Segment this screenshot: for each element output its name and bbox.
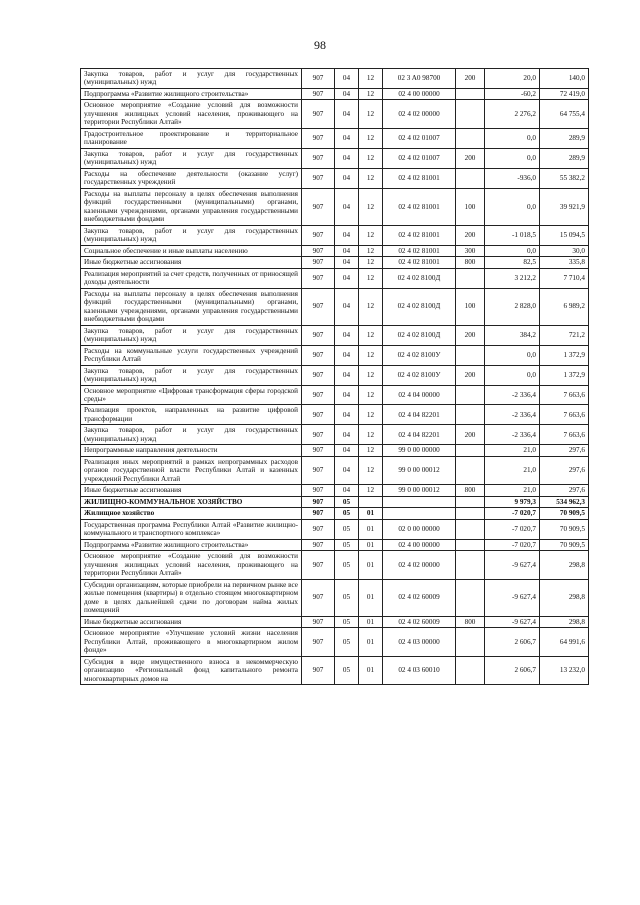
row-amount-total: 298,8: [540, 579, 589, 616]
row-target-item-code: 02 4 02 8100Д: [383, 268, 456, 288]
row-name: Закупка товаров, работ и услуг для государственных (муниципальных) нужд: [81, 225, 302, 245]
row-amount-change: 21,0: [485, 485, 540, 496]
row-ministry-code: 907: [302, 508, 335, 519]
row-section-code: 05: [335, 551, 359, 579]
table-row: [81, 148, 589, 168]
row-subsection-code: 01: [359, 508, 383, 519]
row-expense-type-code: 100: [456, 188, 485, 225]
row-subsection-code: 01: [359, 551, 383, 579]
row-expense-type-code: 800: [456, 257, 485, 268]
row-expense-type-code: [456, 628, 485, 656]
row-subsection-code: 12: [359, 88, 383, 99]
row-amount-total: 55 382,2: [540, 168, 589, 188]
row-section-code: 04: [335, 485, 359, 496]
row-amount-change: 21,0: [485, 445, 540, 456]
row-name: Реализация мероприятий за счет средств, полученных от приносящей доходы деятельности: [81, 268, 302, 288]
row-amount-total: 1 372,9: [540, 365, 589, 385]
row-amount-change: -9 627,4: [485, 579, 540, 616]
row-amount-change: 0,0: [485, 365, 540, 385]
row-ministry-code: 907: [302, 579, 335, 616]
row-ministry-code: 907: [302, 325, 335, 345]
row-name: Основное мероприятие «Создание условий для возможности улучшения жилищных условий населения, проживающего на территории Республики Алтай»: [81, 551, 302, 579]
row-subsection-code: 12: [359, 345, 383, 365]
row-ministry-code: 907: [302, 365, 335, 385]
row-amount-change: 0,0: [485, 188, 540, 225]
row-amount-change: -60,2: [485, 88, 540, 99]
row-expense-type-code: 100: [456, 288, 485, 325]
row-name: Расходы на выплаты персоналу в целях обеспечения выполнения функций государственными (муниципальными) органами, казенными учреждениями, органами управления государственными внебюджетными фондами: [81, 188, 302, 225]
table-row: [81, 508, 589, 519]
row-name: Иные бюджетные ассигнования: [81, 485, 302, 496]
row-ministry-code: 907: [302, 168, 335, 188]
row-section-code: 04: [335, 257, 359, 268]
row-section-code: 04: [335, 168, 359, 188]
row-amount-change: -7 020,7: [485, 519, 540, 539]
row-amount-total: 70 909,5: [540, 508, 589, 519]
row-expense-type-code: [456, 656, 485, 684]
row-expense-type-code: 200: [456, 225, 485, 245]
row-amount-total: 7 663,6: [540, 425, 589, 445]
row-expense-type-code: [456, 445, 485, 456]
row-expense-type-code: [456, 551, 485, 579]
row-target-item-code: 99 0 00 00012: [383, 485, 456, 496]
row-subsection-code: 12: [359, 69, 383, 89]
table-row: [81, 385, 589, 405]
row-ministry-code: 907: [302, 100, 335, 128]
row-amount-total: 64 755,4: [540, 100, 589, 128]
row-subsection-code: 01: [359, 616, 383, 627]
row-target-item-code: 02 4 02 81001: [383, 245, 456, 256]
row-target-item-code: 02 4 00 00000: [383, 539, 456, 550]
row-name: Непрограммные направления деятельности: [81, 445, 302, 456]
table-row: [81, 100, 589, 128]
row-amount-total: 721,2: [540, 325, 589, 345]
row-name: Реализация иных мероприятий в рамках непрограммных расходов органов государственной власти Республики Алтай и казенных учреждений Республики Алтай: [81, 456, 302, 484]
row-amount-total: 298,8: [540, 616, 589, 627]
row-subsection-code: 12: [359, 245, 383, 256]
row-section-code: 04: [335, 225, 359, 245]
row-section-code: 04: [335, 425, 359, 445]
row-name: Социальное обеспечение и иные выплаты населению: [81, 245, 302, 256]
table-row: [81, 519, 589, 539]
row-section-code: 04: [335, 288, 359, 325]
row-name: ЖИЛИЩНО-КОММУНАЛЬНОЕ ХОЗЯЙСТВО: [81, 496, 302, 507]
row-subsection-code: [359, 496, 383, 507]
row-ministry-code: 907: [302, 539, 335, 550]
row-expense-type-code: [456, 268, 485, 288]
row-amount-total: 30,0: [540, 245, 589, 256]
table-row: [81, 345, 589, 365]
row-section-code: 04: [335, 69, 359, 89]
row-subsection-code: 01: [359, 656, 383, 684]
row-amount-total: 72 419,0: [540, 88, 589, 99]
row-ministry-code: 907: [302, 128, 335, 148]
row-name: Закупка товаров, работ и услуг для государственных (муниципальных) нужд: [81, 365, 302, 385]
table-row: [81, 539, 589, 550]
row-section-code: 04: [335, 268, 359, 288]
row-name: Подпрограмма «Развитие жилищного строительства»: [81, 539, 302, 550]
row-amount-total: 298,8: [540, 551, 589, 579]
table-row: [81, 496, 589, 507]
row-amount-change: 2 606,7: [485, 628, 540, 656]
row-section-code: 05: [335, 539, 359, 550]
table-row: [81, 168, 589, 188]
row-section-code: 05: [335, 616, 359, 627]
row-subsection-code: 01: [359, 539, 383, 550]
row-ministry-code: 907: [302, 616, 335, 627]
row-amount-total: 297,6: [540, 456, 589, 484]
row-name: Закупка товаров, работ и услуг для государственных (муниципальных) нужд: [81, 425, 302, 445]
row-ministry-code: 907: [302, 405, 335, 425]
row-ministry-code: 907: [302, 345, 335, 365]
row-name: Расходы на выплаты персоналу в целях обеспечения выполнения функций государственными (муниципальными) органами, казенными учреждениями, органами управления государственными внебюджетными фондами: [81, 288, 302, 325]
row-subsection-code: 01: [359, 519, 383, 539]
row-ministry-code: 907: [302, 656, 335, 684]
row-ministry-code: 907: [302, 456, 335, 484]
row-section-code: 04: [335, 325, 359, 345]
row-amount-total: 289,9: [540, 148, 589, 168]
row-amount-total: 13 232,0: [540, 656, 589, 684]
table-row: [81, 425, 589, 445]
row-subsection-code: 12: [359, 128, 383, 148]
row-name: Основное мероприятие «Улучшение условий жизни населения Республики Алтай, проживающего в многоквартирном жилом фонде»: [81, 628, 302, 656]
row-expense-type-code: [456, 168, 485, 188]
row-expense-type-code: [456, 88, 485, 99]
row-subsection-code: 12: [359, 188, 383, 225]
row-section-code: 05: [335, 508, 359, 519]
row-section-code: 04: [335, 456, 359, 484]
row-name: Основное мероприятие «Создание условий для возможности улучшения жилищных условий населения, проживающего на территории Республики Алтай»: [81, 100, 302, 128]
row-ministry-code: 907: [302, 288, 335, 325]
row-amount-total: 1 372,9: [540, 345, 589, 365]
row-section-code: 04: [335, 385, 359, 405]
row-ministry-code: 907: [302, 551, 335, 579]
row-amount-total: 7 663,6: [540, 405, 589, 425]
row-subsection-code: 12: [359, 325, 383, 345]
row-target-item-code: [383, 496, 456, 507]
row-subsection-code: 12: [359, 445, 383, 456]
row-subsection-code: 01: [359, 579, 383, 616]
row-ministry-code: 907: [302, 519, 335, 539]
row-ministry-code: 907: [302, 148, 335, 168]
row-ministry-code: 907: [302, 445, 335, 456]
row-amount-change: 0,0: [485, 345, 540, 365]
row-target-item-code: 02 4 02 00000: [383, 551, 456, 579]
table-row: [81, 579, 589, 616]
row-target-item-code: 02 4 03 00000: [383, 628, 456, 656]
row-amount-change: 9 979,3: [485, 496, 540, 507]
row-amount-change: -2 336,4: [485, 405, 540, 425]
row-amount-change: 82,5: [485, 257, 540, 268]
row-subsection-code: 12: [359, 456, 383, 484]
row-ministry-code: 907: [302, 425, 335, 445]
row-ministry-code: 907: [302, 245, 335, 256]
row-name: Закупка товаров, работ и услуг для государственных (муниципальных) нужд: [81, 148, 302, 168]
row-expense-type-code: [456, 519, 485, 539]
row-amount-total: 15 094,5: [540, 225, 589, 245]
row-subsection-code: 12: [359, 485, 383, 496]
row-target-item-code: 02 3 A0 98700: [383, 69, 456, 89]
row-ministry-code: 907: [302, 225, 335, 245]
row-amount-change: -936,0: [485, 168, 540, 188]
row-ministry-code: 907: [302, 257, 335, 268]
row-expense-type-code: [456, 128, 485, 148]
table-row: [81, 485, 589, 496]
row-expense-type-code: [456, 405, 485, 425]
row-amount-total: 289,9: [540, 128, 589, 148]
row-expense-type-code: [456, 100, 485, 128]
row-amount-change: -9 627,4: [485, 551, 540, 579]
table-row: [81, 128, 589, 148]
row-section-code: 05: [335, 656, 359, 684]
row-expense-type-code: 200: [456, 325, 485, 345]
row-ministry-code: 907: [302, 628, 335, 656]
row-ministry-code: 907: [302, 88, 335, 99]
row-subsection-code: 12: [359, 365, 383, 385]
row-expense-type-code: 200: [456, 69, 485, 89]
row-target-item-code: 02 4 02 8100У: [383, 365, 456, 385]
row-amount-total: 70 909,5: [540, 519, 589, 539]
row-ministry-code: 907: [302, 69, 335, 89]
row-name: Иные бюджетные ассигнования: [81, 616, 302, 627]
row-amount-change: 2 606,7: [485, 656, 540, 684]
row-target-item-code: 02 4 04 82201: [383, 405, 456, 425]
row-amount-change: -7 020,7: [485, 539, 540, 550]
row-expense-type-code: 200: [456, 365, 485, 385]
table-row: [81, 628, 589, 656]
row-target-item-code: 02 4 02 8100У: [383, 345, 456, 365]
row-section-code: 04: [335, 365, 359, 385]
row-section-code: 04: [335, 405, 359, 425]
row-subsection-code: 12: [359, 385, 383, 405]
row-target-item-code: 02 4 04 82201: [383, 425, 456, 445]
row-amount-total: 140,0: [540, 69, 589, 89]
row-expense-type-code: 800: [456, 616, 485, 627]
row-amount-change: 0,0: [485, 128, 540, 148]
row-subsection-code: 01: [359, 628, 383, 656]
row-section-code: 05: [335, 496, 359, 507]
row-amount-change: 2 276,2: [485, 100, 540, 128]
row-expense-type-code: [456, 539, 485, 550]
row-target-item-code: 99 0 00 00012: [383, 456, 456, 484]
table-row: [81, 188, 589, 225]
row-amount-total: 70 909,5: [540, 539, 589, 550]
row-expense-type-code: 200: [456, 425, 485, 445]
row-expense-type-code: [456, 345, 485, 365]
row-subsection-code: 12: [359, 405, 383, 425]
row-subsection-code: 12: [359, 100, 383, 128]
table-row: [81, 257, 589, 268]
row-section-code: 04: [335, 100, 359, 128]
table-row: [81, 325, 589, 345]
row-amount-change: 21,0: [485, 456, 540, 484]
row-section-code: 04: [335, 445, 359, 456]
row-target-item-code: 02 4 02 00000: [383, 100, 456, 128]
row-name: Реализация проектов, направленных на развитие цифровой трансформации: [81, 405, 302, 425]
row-section-code: 05: [335, 628, 359, 656]
row-expense-type-code: 200: [456, 148, 485, 168]
row-name: Закупка товаров, работ и услуг для государственных (муниципальных) нужд: [81, 69, 302, 89]
table-row: [81, 288, 589, 325]
row-amount-total: 64 991,6: [540, 628, 589, 656]
row-target-item-code: [383, 508, 456, 519]
table-row: [81, 405, 589, 425]
row-target-item-code: 02 4 02 81001: [383, 188, 456, 225]
row-amount-change: -2 336,4: [485, 425, 540, 445]
table-row: [81, 225, 589, 245]
row-name: Жилищное хозяйство: [81, 508, 302, 519]
row-target-item-code: 02 4 04 00000: [383, 385, 456, 405]
row-amount-total: 39 921,9: [540, 188, 589, 225]
row-section-code: 05: [335, 579, 359, 616]
row-name: Субсидия в виде имущественного взноса в некоммерческую организацию «Региональный фонд капитального ремонта многоквартирных домов на: [81, 656, 302, 684]
row-target-item-code: 02 4 02 81001: [383, 168, 456, 188]
row-expense-type-code: [456, 456, 485, 484]
row-amount-total: 7 663,6: [540, 385, 589, 405]
row-amount-change: 3 212,2: [485, 268, 540, 288]
table-row: [81, 551, 589, 579]
table-row: [81, 245, 589, 256]
row-target-item-code: 02 4 02 81001: [383, 225, 456, 245]
row-amount-change: -2 336,4: [485, 385, 540, 405]
row-amount-total: 297,6: [540, 445, 589, 456]
table-row: [81, 365, 589, 385]
row-amount-total: 534 962,3: [540, 496, 589, 507]
row-ministry-code: 907: [302, 496, 335, 507]
table-row: [81, 88, 589, 99]
row-subsection-code: 12: [359, 148, 383, 168]
row-amount-total: 335,8: [540, 257, 589, 268]
row-section-code: 05: [335, 519, 359, 539]
table-row: [81, 616, 589, 627]
row-ministry-code: 907: [302, 385, 335, 405]
row-target-item-code: 02 4 00 00000: [383, 88, 456, 99]
row-target-item-code: 02 4 02 01007: [383, 128, 456, 148]
row-expense-type-code: [456, 508, 485, 519]
row-name: Расходы на обеспечение деятельности (оказание услуг) государственных учреждений: [81, 168, 302, 188]
row-name: Градостроительное проектирование и территориальное планирование: [81, 128, 302, 148]
row-subsection-code: 12: [359, 425, 383, 445]
row-section-code: 04: [335, 345, 359, 365]
row-amount-change: 0,0: [485, 148, 540, 168]
row-name: Подпрограмма «Развитие жилищного строительства»: [81, 88, 302, 99]
table-row: [81, 456, 589, 484]
table-row: [81, 268, 589, 288]
table-row: [81, 69, 589, 89]
row-amount-change: -7 020,7: [485, 508, 540, 519]
row-name: Расходы на коммунальные услуги государственных учреждений Республики Алтай: [81, 345, 302, 365]
row-section-code: 04: [335, 88, 359, 99]
row-ministry-code: 907: [302, 188, 335, 225]
row-target-item-code: 99 0 00 00000: [383, 445, 456, 456]
row-name: Государственная программа Республики Алтай «Развитие жилищно-коммунального и транспортного комплекса»: [81, 519, 302, 539]
row-amount-total: 6 989,2: [540, 288, 589, 325]
row-target-item-code: 02 4 02 60009: [383, 579, 456, 616]
row-target-item-code: 02 4 02 60009: [383, 616, 456, 627]
row-section-code: 04: [335, 148, 359, 168]
budget-table: [80, 68, 589, 685]
row-expense-type-code: [456, 579, 485, 616]
row-amount-change: -1 018,5: [485, 225, 540, 245]
row-section-code: 04: [335, 245, 359, 256]
row-target-item-code: 02 0 00 00000: [383, 519, 456, 539]
row-expense-type-code: [456, 496, 485, 507]
row-amount-total: 297,6: [540, 485, 589, 496]
row-subsection-code: 12: [359, 288, 383, 325]
row-name: Иные бюджетные ассигнования: [81, 257, 302, 268]
row-amount-change: 20,0: [485, 69, 540, 89]
row-section-code: 04: [335, 188, 359, 225]
row-target-item-code: 02 4 03 60010: [383, 656, 456, 684]
row-ministry-code: 907: [302, 485, 335, 496]
row-name: Основное мероприятие «Цифровая трансформация сферы городской среды»: [81, 385, 302, 405]
page-number: 98: [314, 38, 326, 52]
row-amount-change: -9 627,4: [485, 616, 540, 627]
row-name: Субсидии организациям, которые приобрели на первичном рынке все жилые помещения (квартиры) в отдельно стоящем многоквартирном доме в целях дальнейшей сдачи по договорам найма жилых помещений: [81, 579, 302, 616]
row-subsection-code: 12: [359, 225, 383, 245]
row-target-item-code: 02 4 02 81001: [383, 257, 456, 268]
row-amount-change: 0,0: [485, 245, 540, 256]
table-row: [81, 445, 589, 456]
row-subsection-code: 12: [359, 268, 383, 288]
row-amount-total: 7 710,4: [540, 268, 589, 288]
row-target-item-code: 02 4 02 8100Д: [383, 325, 456, 345]
row-target-item-code: 02 4 02 01007: [383, 148, 456, 168]
row-amount-change: 384,2: [485, 325, 540, 345]
row-expense-type-code: 300: [456, 245, 485, 256]
row-name: Закупка товаров, работ и услуг для государственных (муниципальных) нужд: [81, 325, 302, 345]
row-ministry-code: 907: [302, 268, 335, 288]
row-subsection-code: 12: [359, 257, 383, 268]
row-expense-type-code: 800: [456, 485, 485, 496]
row-expense-type-code: [456, 385, 485, 405]
row-amount-change: 2 828,0: [485, 288, 540, 325]
row-target-item-code: 02 4 02 8100Д: [383, 288, 456, 325]
table-row: [81, 656, 589, 684]
row-section-code: 04: [335, 128, 359, 148]
row-subsection-code: 12: [359, 168, 383, 188]
